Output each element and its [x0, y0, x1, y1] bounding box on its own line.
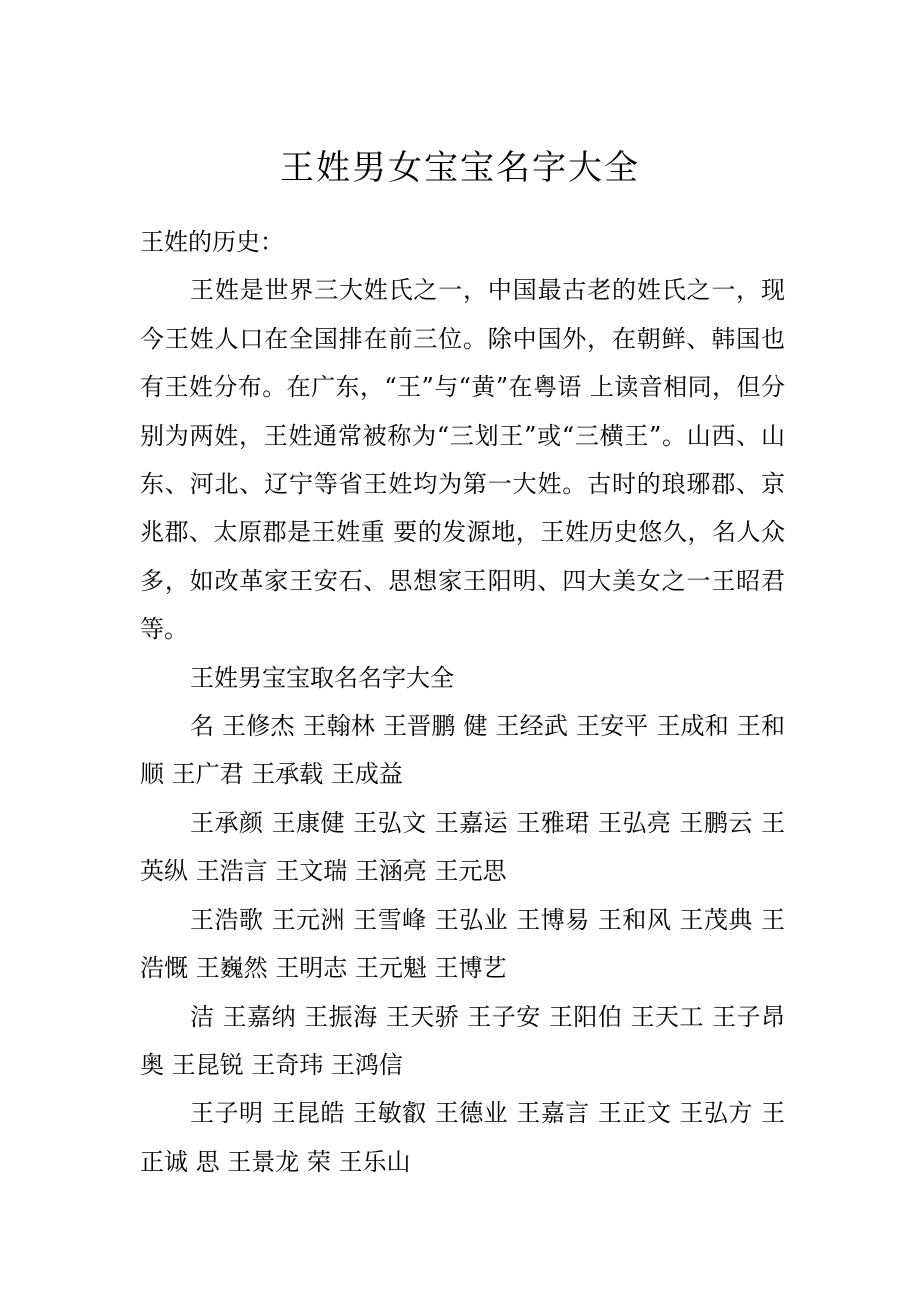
history-heading: 王姓的历史：	[140, 228, 284, 256]
document-body	[140, 218, 785, 1186]
name-list-paragraph: 王子明 王昆皓 王敏叡 王德业 王嘉言 王正文 王弘方 王正诚 思 王景龙 荣 王乐山	[140, 1099, 785, 1176]
name-list-paragraph: 王浩歌 王元洲 王雪峰 王弘业 王博易 王和风 王茂典 王浩慨 王巍然 王明志 王元魁 王博艺	[140, 905, 785, 983]
name-list-paragraph: 洁 王嘉纳 王振海 王天骄 王子安 王阳伯 王天工 王子昂 奥 王昆锐 王奇玮 王鸿信	[140, 1002, 785, 1079]
name-list-paragraph: 名 王修杰 王翰林 王晋鹏 健 王经武 王安平 王成和 王和顺 王广君 王承载 王成益	[140, 712, 785, 789]
name-list-paragraph: 王承颜 王康健 王弘文 王嘉运 王雅珺 王弘亮 王鹏云 王英纵 王浩言 王文瑞 王涵亮 王元思	[140, 808, 785, 886]
boys-names-heading: 王姓男宝宝取名名字大全	[190, 663, 454, 692]
history-paragraph: 王姓是世界三大姓氏之一，中国最古老的姓氏之一，现今王姓人口在全国排在前三位。除中国外，在朝鲜、韩国也有王姓分布。在广东，“王”与“黄”在粤语 上读音相同，但分别为两姓，王姓通常被称为“三划王”或“三横王”。山西、山东、河北、辽宁等省王姓均为第一大姓。古时的琅琊郡、京兆郡、太原郡是王姓重 要的发源地，王姓历史悠久，名人众多，如改革家王安石、思想家王阳明、四大美女之一王昭君等。	[140, 276, 785, 644]
document-title: 王姓男女宝宝名字大全	[280, 148, 640, 188]
